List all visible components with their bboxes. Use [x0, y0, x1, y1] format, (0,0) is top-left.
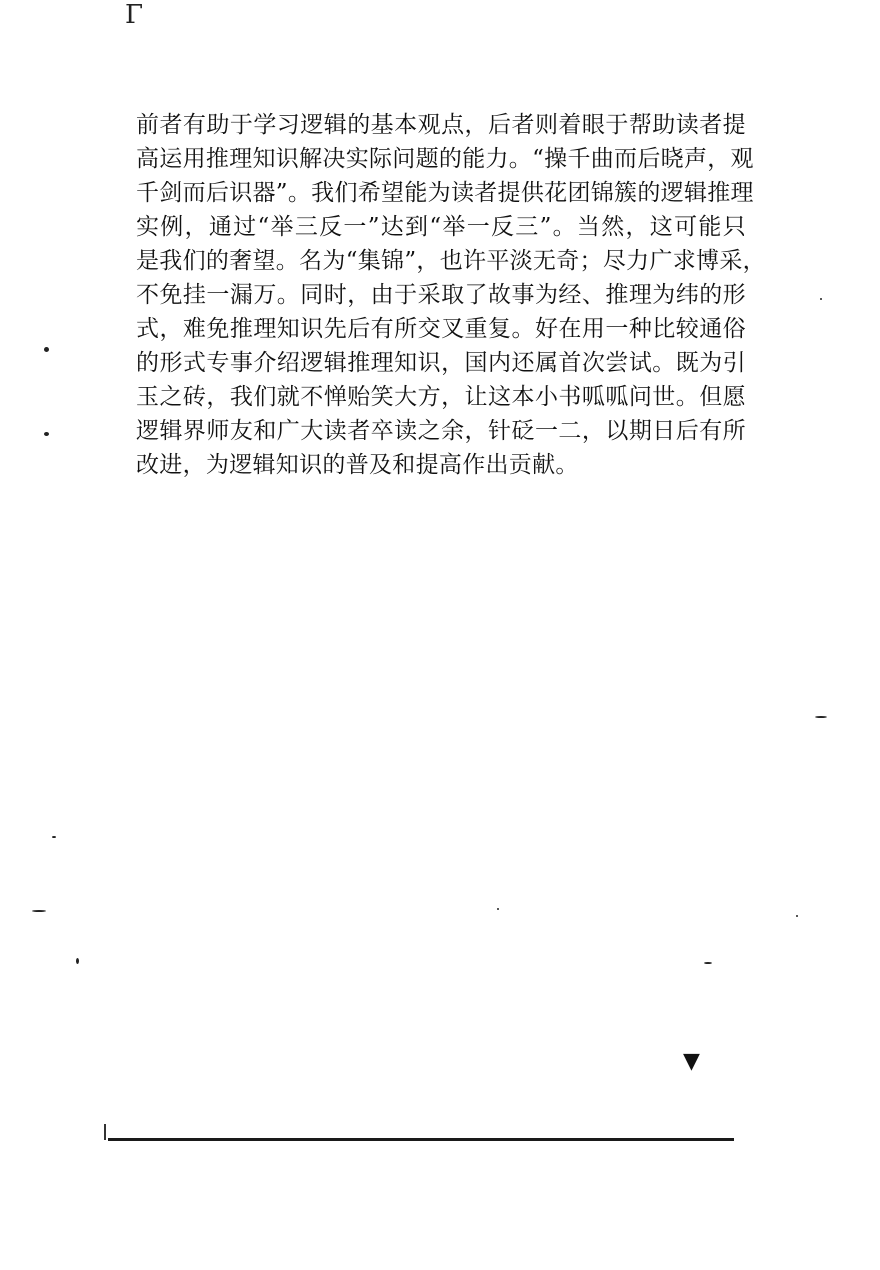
scan-speck [44, 347, 49, 352]
scan-speck [44, 432, 49, 436]
scan-speck [704, 962, 712, 964]
text-line: 逻辑界师友和广大读者卒读之余，针砭一二，以期日后有所 [136, 418, 746, 444]
text-line: 不免挂一漏万。同时，由于采取了故事为经、推理为纬的形 [136, 282, 746, 308]
text-line: 前者有助于学习逻辑的基本观点，后者则着眼于帮助读者提 [136, 112, 746, 138]
text-line: 式，难免推理知识先后有所交叉重复。好在用一种比较通俗 [136, 316, 746, 342]
text-line: 的形式专事介绍逻辑推理知识，国内还属首次尝试。既为引 [136, 350, 746, 376]
bottom-marker-glyph: ▼ [683, 1049, 700, 1074]
text-line: 实例，通过“举三反一”达到“举一反三”。当然，这可能只 [136, 214, 746, 240]
preface-paragraph [136, 108, 766, 482]
scan-speck [815, 716, 827, 718]
scan-speck [820, 298, 822, 300]
scan-speck [52, 836, 56, 838]
scan-speck [76, 958, 79, 964]
scan-speck [32, 910, 46, 912]
text-line: 高运用推理知识解决实际问题的能力。“操千曲而后晓声，观 [136, 146, 754, 172]
text-line: 玉之砖，我们就不惮贻笑大方，让这本小书呱呱问世。但愿 [136, 384, 746, 410]
text-line: 是我们的奢望。名为“集锦”，也许平淡无奇；尽力广求博采， [136, 248, 766, 274]
scan-speck [497, 908, 499, 910]
text-line: 千剑而后识器”。我们希望能为读者提供花团锦簇的逻辑推理 [136, 180, 754, 206]
bottom-rule [108, 1138, 734, 1141]
scan-speck [796, 915, 798, 917]
text-line: 改进，为逻辑知识的普及和提高作出贡献。 [136, 452, 579, 478]
top-margin-mark: Γ [125, 0, 144, 30]
rule-tick-mark [104, 1124, 106, 1140]
